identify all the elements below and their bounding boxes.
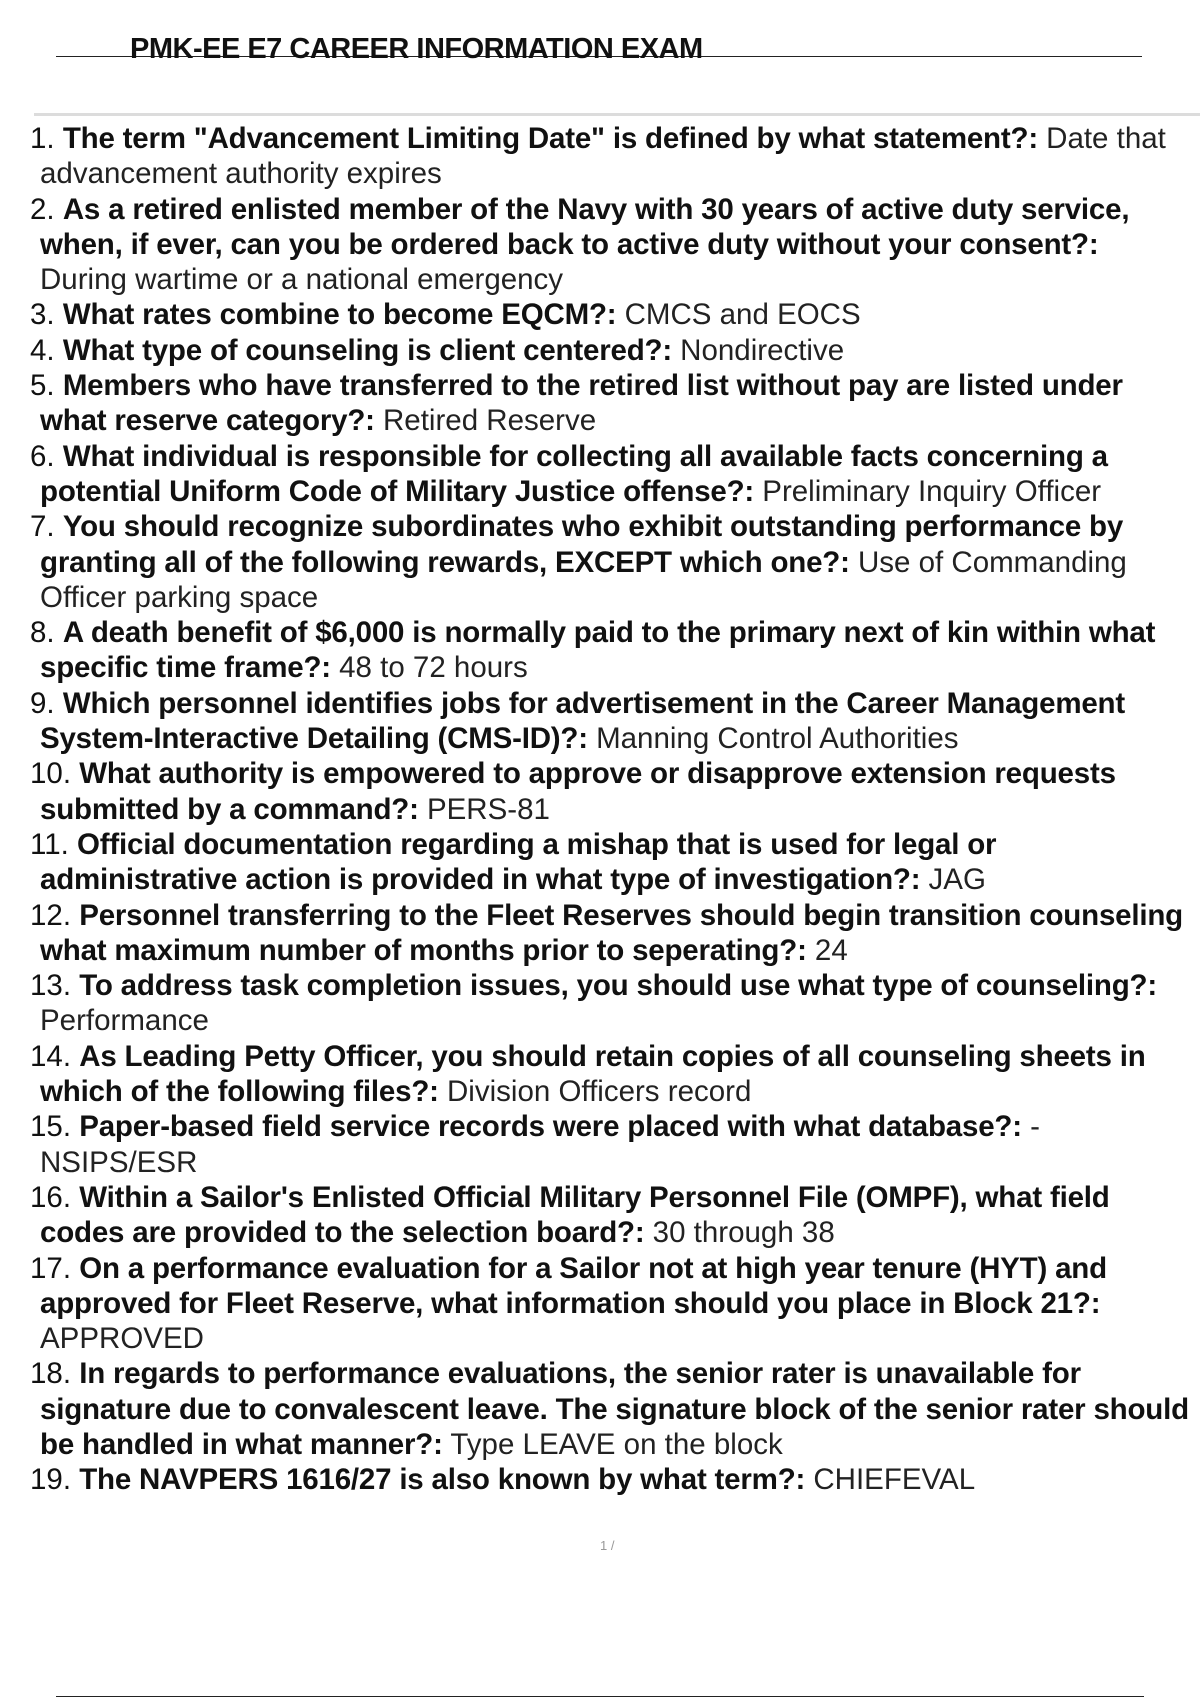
question-number: 6. — [30, 439, 55, 473]
question-item — [30, 968, 1190, 1039]
question-number: 7. — [30, 510, 55, 544]
question-text: On a performance evaluation for a Sailor not at high year tenure (HYT) and approved for Fleet Reserve, what information should you place in Block 21?: — [40, 1251, 1107, 1320]
question-number: 5. — [30, 369, 55, 403]
question-number: 8. — [30, 616, 55, 650]
answer-text: Manning Control Authorities — [596, 722, 959, 756]
question-text: Members who have transferred to the retired list without pay are listed under what reserve category?: — [40, 369, 1123, 438]
question-item — [30, 898, 1190, 969]
question-text: What individual is responsible for collecting all available facts concerning a potential Uniform Code of Military Justice offense?: — [40, 439, 1108, 508]
question-number: 2. — [30, 192, 55, 226]
question-item — [30, 297, 1190, 332]
question-number: 12. — [30, 898, 72, 932]
answer-text: Division Officers record — [446, 1075, 752, 1109]
question-text: What type of counseling is client centered?: — [62, 333, 672, 367]
question-item — [30, 1039, 1190, 1110]
answer-text: Retired Reserve — [383, 404, 597, 438]
answer-text: 30 through 38 — [652, 1216, 835, 1250]
question-item — [30, 439, 1190, 510]
question-text: In regards to performance evaluations, the senior rater is unavailable for signature due to convalescent leave. The signature block of the senior rater should be handled in what manner?: — [40, 1357, 1189, 1461]
question-text: Which personnel identifies jobs for advertisement in the Career Management System-Interactive Detailing (CMS-ID)?: — [40, 686, 1125, 756]
question-item — [30, 1180, 1190, 1251]
question-item — [30, 333, 1190, 368]
question-item — [30, 1462, 1190, 1497]
question-text: What authority is empowered to approve or disapprove extension requests submitted by a command?: — [40, 757, 1116, 826]
question-text: You should recognize subordinates who exhibit outstanding performance by granting all of the following rewards, EXCEPT which one?: — [40, 510, 1124, 579]
answer-text: Use of Commanding Officer parking space — [40, 545, 1127, 614]
question-list — [30, 121, 1190, 1498]
question-item — [30, 615, 1190, 686]
header-divider — [34, 113, 1200, 116]
question-item — [30, 827, 1190, 898]
answer-text: APPROVED — [40, 1322, 204, 1356]
question-text: Paper-based field service records were placed with what database?: — [79, 1110, 1022, 1144]
answer-text: Date that advancement authority expires — [40, 122, 1166, 191]
footer-rule — [56, 1696, 1144, 1697]
question-number: 19. — [30, 1463, 72, 1497]
answer-text: Preliminary Inquiry Officer — [762, 474, 1102, 508]
answer-text: Nondirective — [680, 333, 845, 367]
question-number: 11. — [30, 827, 69, 861]
question-number: 1. — [30, 122, 55, 155]
question-item — [30, 756, 1190, 827]
question-item — [30, 686, 1190, 757]
question-item — [30, 509, 1190, 615]
question-text: A death benefit of $6,000 is normally paid to the primary next of kin within what specific time frame?: — [40, 616, 1156, 685]
question-item — [30, 1251, 1190, 1357]
answer-text: 48 to 72 hours — [339, 651, 528, 685]
question-item — [30, 368, 1190, 439]
answer-text: PERS-81 — [426, 792, 550, 826]
question-text: The NAVPERS 1616/27 is also known by what term?: — [79, 1463, 806, 1497]
answer-text: During wartime or a national emergency — [40, 263, 564, 297]
question-number: 13. — [30, 969, 72, 1003]
question-text: As Leading Petty Officer, you should retain copies of all counseling sheets in which of the following files?: — [40, 1039, 1146, 1109]
question-text: To address task completion issues, you should use what type of counseling?: — [79, 969, 1158, 1003]
question-number: 17. — [30, 1251, 72, 1285]
answer-text: Performance — [40, 1004, 209, 1038]
question-number: 9. — [30, 686, 55, 720]
question-number: 15. — [30, 1110, 72, 1144]
question-number: 4. — [30, 333, 55, 367]
page-number: 1 / — [600, 1538, 615, 1553]
question-text: What rates combine to become EQCM?: — [62, 298, 617, 332]
question-text: Official documentation regarding a mishap that is used for legal or administrative action is provided in what type of investigation?: — [40, 827, 997, 897]
answer-text: CMCS and EOCS — [624, 298, 861, 332]
answer-text: Type LEAVE on the block — [450, 1427, 783, 1461]
page-title: PMK-EE E7 CAREER INFORMATION EXAM — [130, 33, 703, 65]
answer-text: - NSIPS/ESR — [40, 1110, 1040, 1179]
question-text: As a retired enlisted member of the Navy with 30 years of active duty service, when, if ever, can you be ordered back to active duty without your consent?: — [40, 192, 1130, 261]
title-block — [56, 30, 1142, 65]
answer-text: 24 — [814, 933, 848, 967]
question-number: 14. — [30, 1039, 72, 1073]
question-text: Within a Sailor's Enlisted Official Military Personnel File (OMPF), what field codes are provided to the selection board?: — [40, 1180, 1110, 1250]
question-item — [30, 1109, 1190, 1180]
question-text: The term "Advancement Limiting Date" is defined by what statement?: — [62, 122, 1038, 155]
answer-text: CHIEFEVAL — [813, 1463, 976, 1497]
question-number: 10. — [30, 757, 72, 791]
question-item — [30, 192, 1190, 298]
answer-text: JAG — [928, 863, 986, 897]
question-item — [30, 121, 1190, 192]
question-number: 18. — [30, 1357, 72, 1391]
question-number: 3. — [30, 298, 55, 332]
question-item — [30, 1356, 1190, 1462]
question-text: Personnel transferring to the Fleet Reserves should begin transition counseling what maximum number of months prior to seperating?: — [40, 898, 1183, 967]
question-number: 16. — [30, 1180, 72, 1214]
